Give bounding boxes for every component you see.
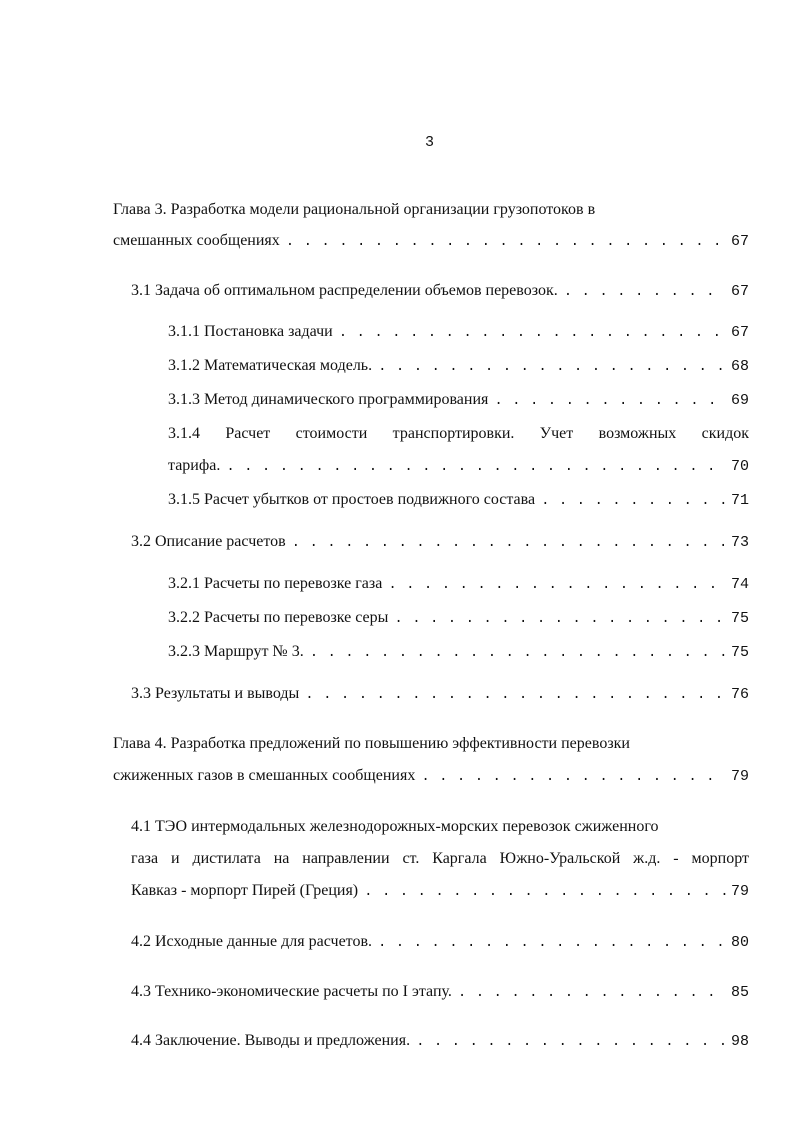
toc-page-number: 70 xyxy=(730,458,749,475)
toc-page-number: 69 xyxy=(730,392,749,409)
dot-leader xyxy=(364,880,727,904)
toc-entry-title: 3.1.5 Расчет убытков от простоев подвижного состава xyxy=(168,491,536,508)
toc-entry-3-2-1[interactable] xyxy=(168,572,749,596)
dot-leader xyxy=(339,321,727,345)
chapter4-title-line1[interactable] xyxy=(113,732,630,756)
dot-leader xyxy=(286,230,727,254)
toc-entry-title: 3.1 Задача об оптимальном распределении объемов перевозок. xyxy=(131,282,558,299)
toc-entry-4-2[interactable] xyxy=(131,930,749,954)
chapter4-title: Глава 4. Разработка предложений по повышению эффективности перевозки xyxy=(113,735,630,752)
toc-page-number: 79 xyxy=(730,768,749,785)
toc-entry-title: 4.4 Заключение. Выводы и предложения. xyxy=(131,1032,411,1049)
dot-leader xyxy=(494,389,727,413)
toc-page-number: 74 xyxy=(730,576,749,593)
toc-entry-title: 3.2.2 Расчеты по перевозке серы xyxy=(168,609,389,626)
toc-page-number: 75 xyxy=(730,644,749,661)
toc-entry-title: 4.2 Исходные данные для расчетов. xyxy=(131,933,372,950)
toc-entry-title: 3.2.1 Расчеты по перевозке газа xyxy=(168,575,383,592)
toc-entry-4-3[interactable] xyxy=(131,980,749,1004)
toc-entry-chapter3[interactable] xyxy=(113,229,749,253)
toc-entry-3-3[interactable] xyxy=(131,682,749,706)
toc-entry-3-1-5[interactable] xyxy=(168,488,749,512)
toc-entry-title: 3.1.1 Постановка задачи xyxy=(168,323,333,340)
toc-page-number: 75 xyxy=(730,610,749,627)
toc-entry-title: 3.1.3 Метод динамического программирования xyxy=(168,391,489,408)
toc-entry-4-1[interactable] xyxy=(131,879,749,903)
toc-page-number: 80 xyxy=(730,934,749,951)
toc-page-number: 76 xyxy=(730,686,749,703)
toc-entry-4-4[interactable] xyxy=(131,1029,749,1053)
toc-entry-title: 3.1.2 Математическая модель. xyxy=(168,357,373,374)
dot-leader xyxy=(394,607,727,631)
toc-entry-4-1-line2[interactable] xyxy=(131,847,749,871)
toc-entry-3-2-3[interactable] xyxy=(168,640,749,664)
toc-entry-3-1-4-line1[interactable] xyxy=(168,422,749,446)
toc-page-number: 67 xyxy=(730,233,749,250)
toc-entry-3-1-2[interactable] xyxy=(168,354,749,378)
toc-entry-3-1-4[interactable] xyxy=(168,454,749,478)
toc-page-number: 98 xyxy=(730,1033,749,1050)
toc-entry-4-1-line1[interactable] xyxy=(131,815,659,839)
dot-leader xyxy=(226,455,727,479)
toc-entry-3-2-2[interactable] xyxy=(168,606,749,630)
toc-entry-title: 3.3 Результаты и выводы xyxy=(131,685,300,702)
toc-entry-3-1-3[interactable] xyxy=(168,388,749,412)
toc-entry-3-1-1[interactable] xyxy=(168,320,749,344)
toc-entry-chapter4[interactable] xyxy=(113,764,749,788)
dot-leader xyxy=(416,1030,727,1054)
chapter3-title-line1[interactable] xyxy=(113,198,595,222)
dot-leader xyxy=(564,280,727,304)
toc-page-number: 71 xyxy=(730,492,749,509)
toc-entry-title: смешанных сообщениях xyxy=(113,232,280,249)
dot-leader xyxy=(305,683,727,707)
dot-leader xyxy=(310,641,727,665)
page-number: 3 xyxy=(424,134,434,151)
toc-entry-title: газа и дистилата на направлении ст. Каргала Южно-Уральской ж.д. - морпорт xyxy=(131,850,749,867)
dot-leader xyxy=(388,573,727,597)
toc-entry-title: сжиженных газов в смешанных сообщениях xyxy=(113,767,416,784)
toc-page-number: 67 xyxy=(730,324,749,341)
toc-page-number: 67 xyxy=(730,283,749,300)
toc-entry-title: 4.3 Технико-экономические расчеты по I этапу. xyxy=(131,983,452,1000)
dot-leader xyxy=(541,489,727,513)
toc-entry-title: тарифа. xyxy=(168,457,221,474)
toc-entry-title: 3.1.4 Расчет стоимости транспортировки. Учет возможных скидок xyxy=(168,425,749,442)
dot-leader xyxy=(458,981,727,1005)
toc-entry-3-1[interactable] xyxy=(131,279,749,303)
dot-leader xyxy=(378,931,727,955)
dot-leader xyxy=(378,355,727,379)
dot-leader xyxy=(292,531,727,555)
toc-entry-title: 4.1 ТЭО интермодальных железнодорожных-морских перевозок сжиженного xyxy=(131,818,659,835)
toc-page-number: 73 xyxy=(730,534,749,551)
toc-entry-title: 3.2 Описание расчетов xyxy=(131,533,286,550)
toc-entry-3-2[interactable] xyxy=(131,530,749,554)
toc-entry-title: Кавказ - морпорт Пирей (Греция) xyxy=(131,882,359,899)
toc-entry-title: 3.2.3 Маршрут № 3. xyxy=(168,643,304,660)
toc-page-number: 79 xyxy=(730,883,749,900)
toc-page-number: 85 xyxy=(730,984,749,1001)
dot-leader xyxy=(421,765,727,789)
chapter3-title: Глава 3. Разработка модели рациональной организации грузопотоков в xyxy=(113,201,596,218)
toc-page-number: 68 xyxy=(730,358,749,375)
